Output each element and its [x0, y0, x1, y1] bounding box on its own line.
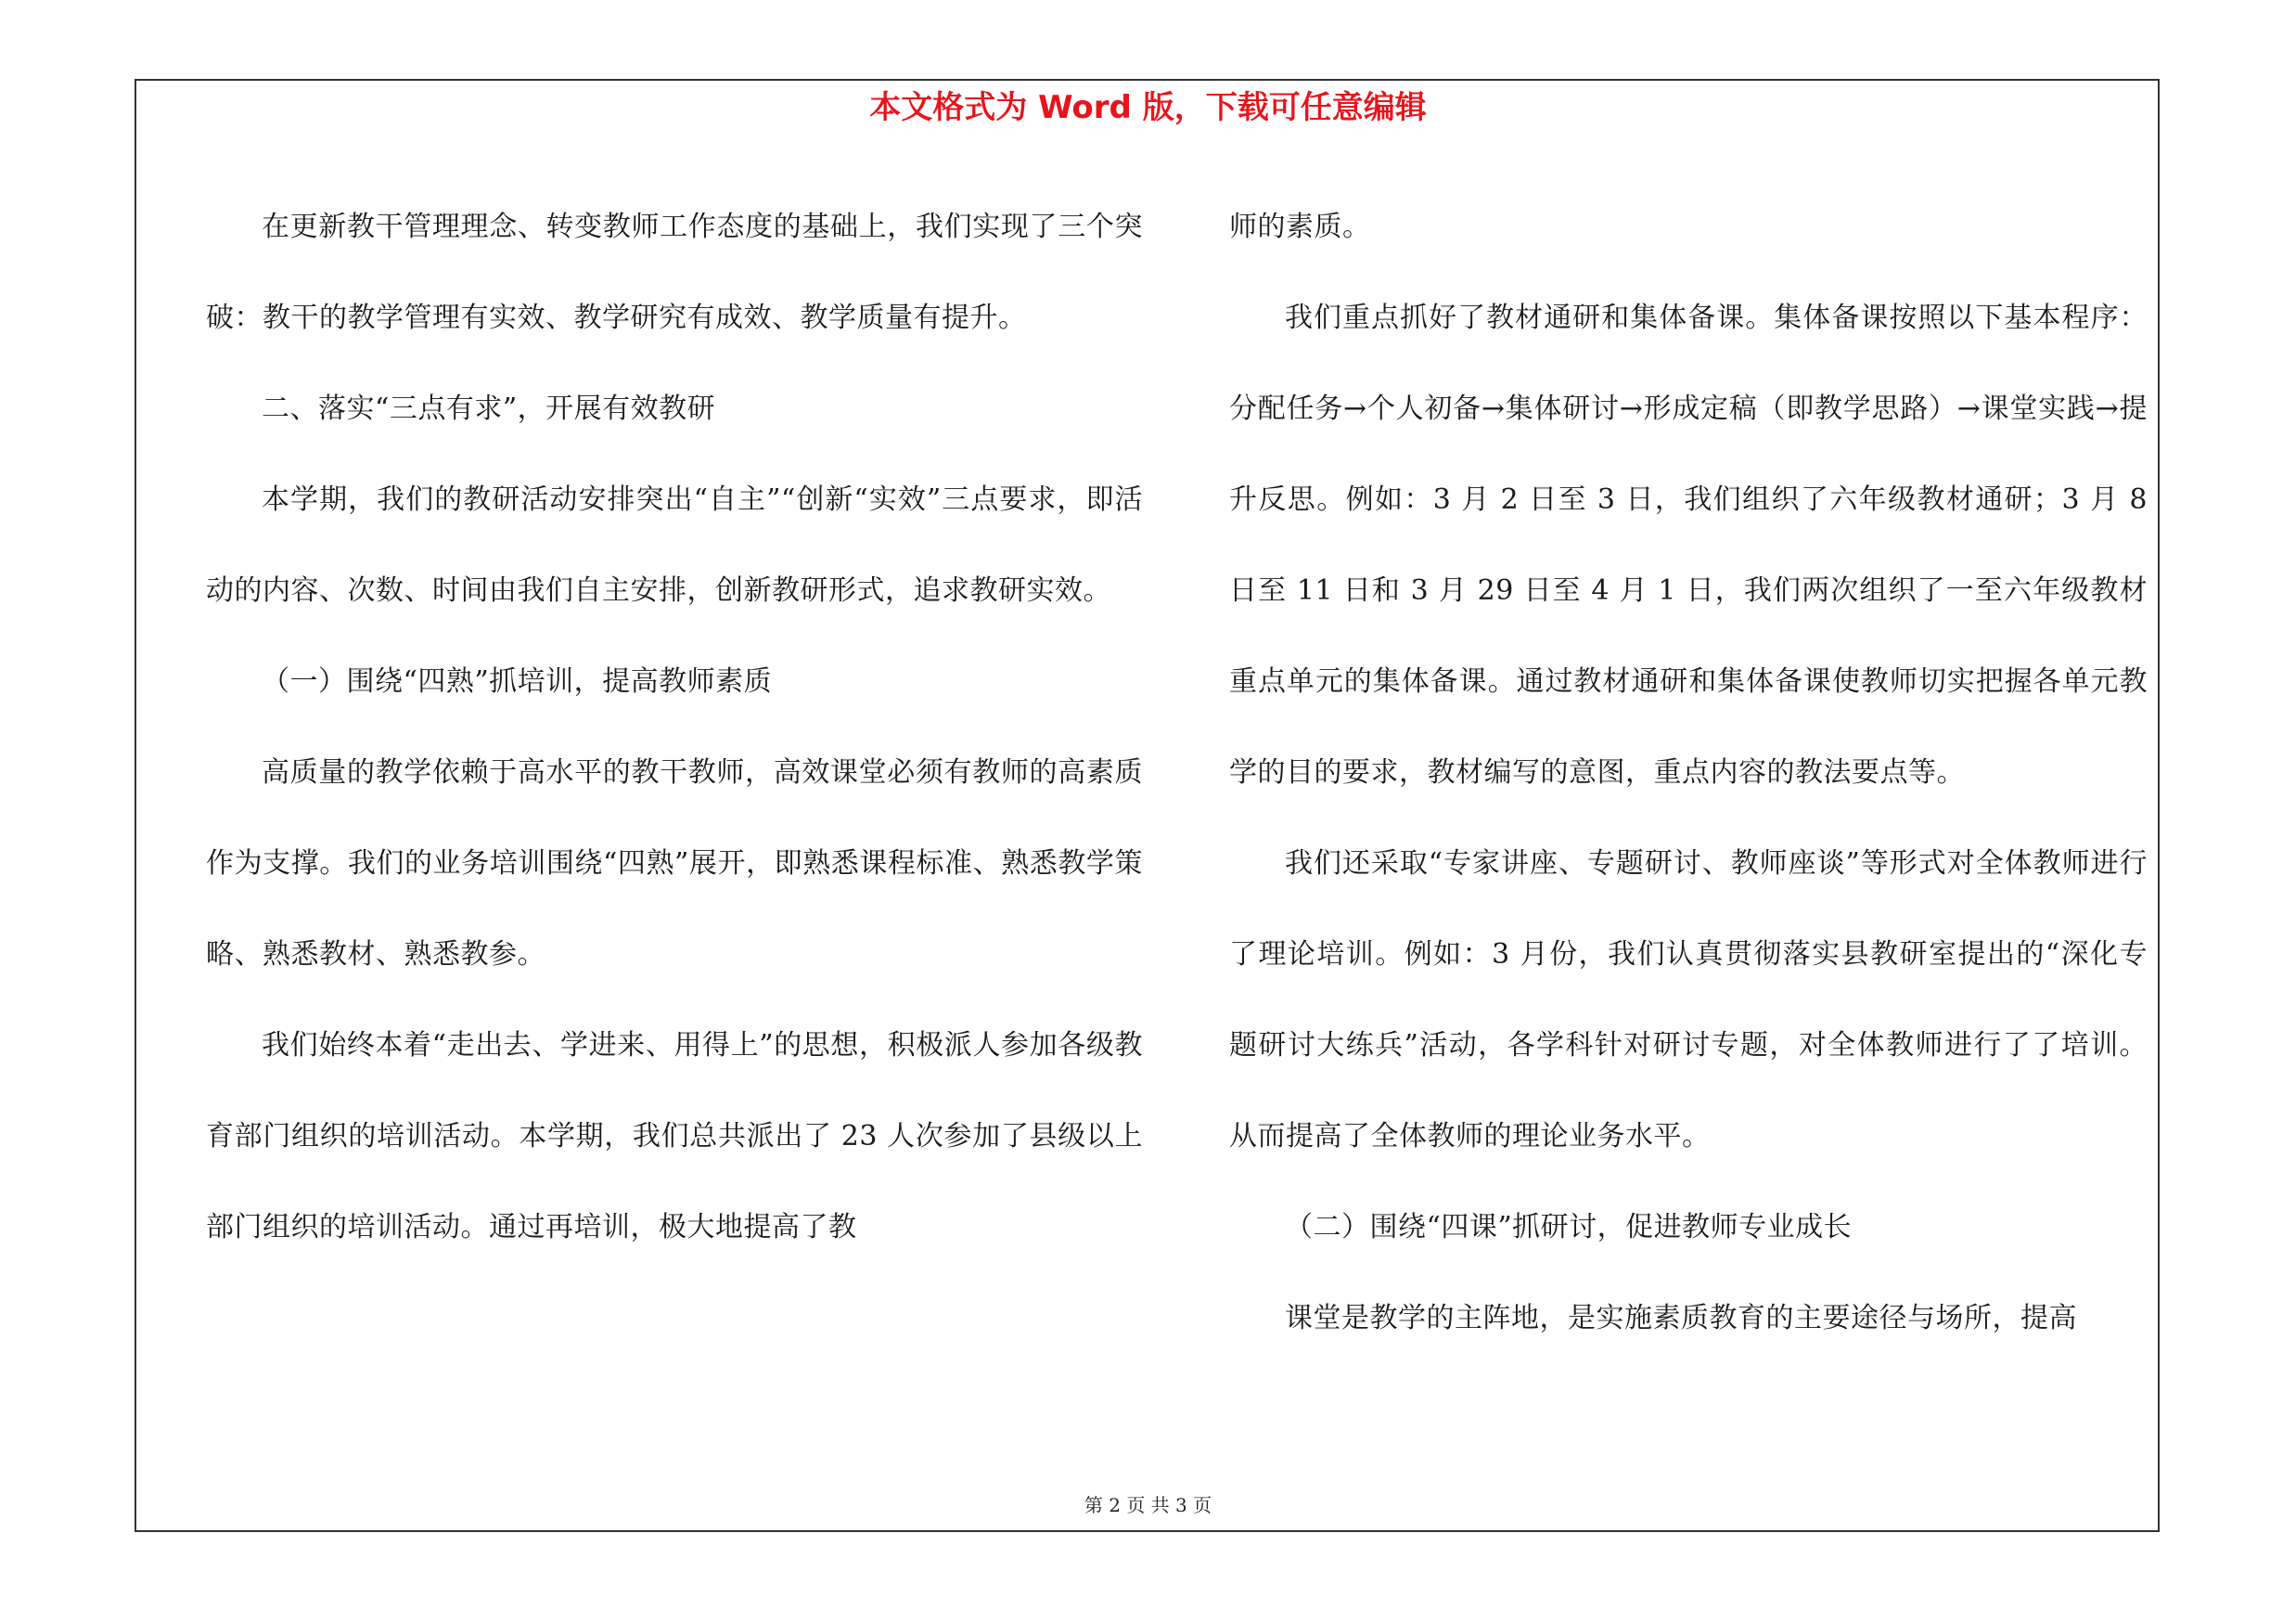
right-column — [1229, 182, 2148, 1364]
paragraph: 我们重点抓好了教材通研和集体备课。集体备课按照以下基本程序：分配任务→个人初备→集体研讨→形成定稿（即教学思路）→课堂实践→提升反思。例如：3 月 2 日至 3 日，我们组织了六年级教材通研；3 月 8 日至 11 日和 3 月 29 日至 4 月 1 日，我们两次组织了一至六年级教材重点单元的集体备课。通过教材通研和集体备课使教师切实把握各单元教学的目的要求，教材编写的意图，重点内容的教法要点等。 — [1229, 302, 2148, 789]
left-column — [206, 182, 1143, 1273]
paragraph: 我们还采取“专家讲座、专题研讨、教师座谈”等形式对全体教师进行了理论培训。例如：3 月份，我们认真贯彻落实县教研室提出的“深化专题研讨大练兵”活动，各学科针对研讨专题，对全体教师进行了了培训。从而提高了全体教师的理论业务水平。 — [1229, 847, 2148, 1153]
page-footer: 第 2 页 共 3 页 — [1084, 1494, 1212, 1516]
paragraph: 本学期，我们的教研活动安排突出“自主”“创新“实效”三点要求，即活动的内容、次数、时间由我们自主安排，创新教研形式，追求教研实效。 — [206, 483, 1143, 607]
paragraph: 我们始终本着“走出去、学进来、用得上”的思想，积极派人参加各级教育部门组织的培训活动。本学期，我们总共派出了 23 人次参加了县级以上部门组织的培训活动。通过再培训，极大地提高了教 — [206, 1029, 1143, 1243]
subsection-heading: （一）围绕“四熟”抓培训，提高教师素质 — [262, 665, 773, 698]
paragraph: 课堂是教学的主阵地，是实施素质教育的主要途径与场所，提高 — [1285, 1302, 2077, 1334]
paragraph-continuation: 师的素质。 — [1229, 211, 1371, 243]
section-heading: 二、落实“三点有求”，开展有效教研 — [262, 393, 716, 425]
paragraph: 在更新教干管理理念、转变教师工作态度的基础上，我们实现了三个突破：教干的教学管理有实效、教学研究有成效、教学质量有提升。 — [206, 211, 1143, 334]
format-banner: 本文格式为 Word 版，下载可任意编辑 — [869, 89, 1427, 126]
subsection-heading: （二）围绕“四课”抓研讨，促进教师专业成长 — [1285, 1211, 1853, 1243]
paragraph: 高质量的教学依赖于高水平的教干教师，高效课堂必须有教师的高素质作为支撑。我们的业务培训围绕“四熟”展开，即熟悉课程标准、熟悉教学策略、熟悉教材、熟悉教参。 — [206, 756, 1143, 971]
